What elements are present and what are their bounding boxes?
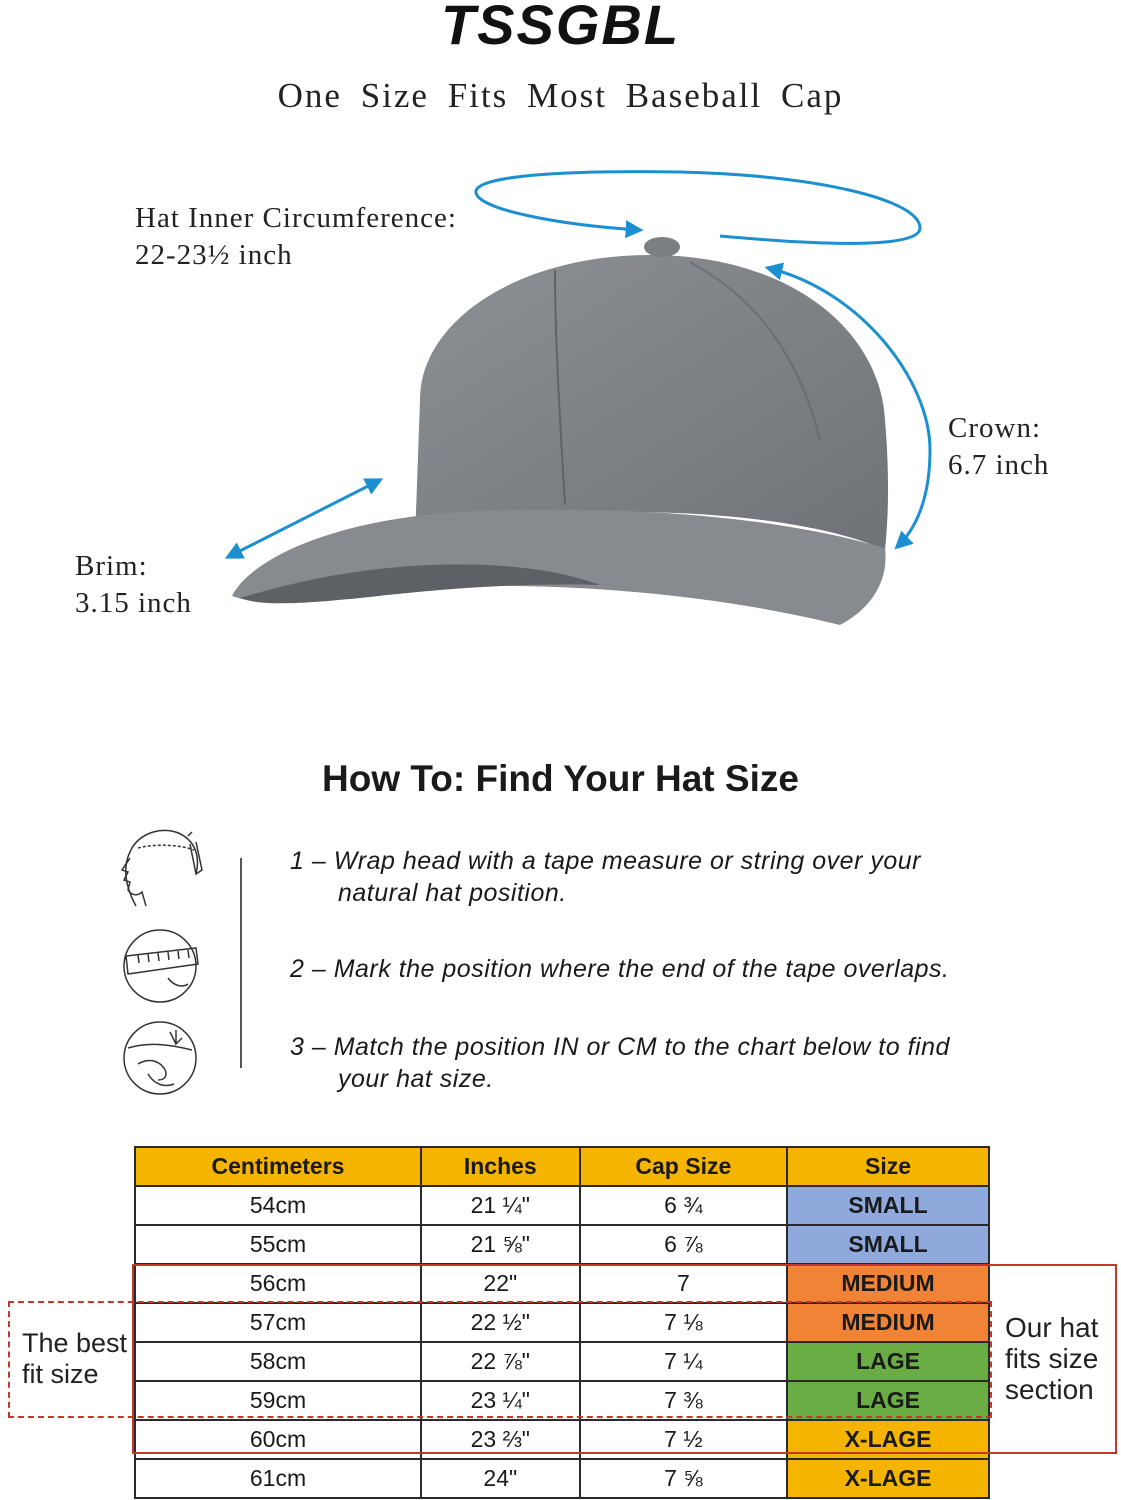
cell-inches: 23 ⅔" <box>421 1420 580 1459</box>
header-centimeters: Centimeters <box>135 1147 421 1186</box>
step-1-text-cont: natural hat position. <box>338 879 567 907</box>
cell-inches: 22 ½" <box>421 1303 580 1342</box>
header-cap-size: Cap Size <box>580 1147 787 1186</box>
cap-brim <box>232 510 886 625</box>
cell-size: SMALL <box>787 1186 989 1225</box>
cell-centimeters: 54cm <box>135 1186 421 1225</box>
fits-label-line2: fits size <box>1005 1343 1099 1374</box>
cell-size: MEDIUM <box>787 1303 989 1342</box>
fits-label-line1: Our hat <box>1005 1312 1099 1343</box>
brim-value: 3.15 inch <box>75 587 192 619</box>
cell-cap-size: 7 ⅛ <box>580 1303 787 1342</box>
table-row <box>135 1225 989 1264</box>
cell-size: X-LAGE <box>787 1459 989 1498</box>
cell-centimeters: 59cm <box>135 1381 421 1420</box>
header-inches: Inches <box>421 1147 580 1186</box>
cell-cap-size: 7 ⅜ <box>580 1381 787 1420</box>
measurement-step-icons <box>108 818 218 1103</box>
cell-cap-size: 7 ½ <box>580 1420 787 1459</box>
cell-centimeters: 60cm <box>135 1420 421 1459</box>
step-1 <box>290 845 921 909</box>
steps-divider <box>240 858 242 1068</box>
step-1-text: 1 – Wrap head with a tape measure or string over your <box>290 847 921 875</box>
cell-inches: 22 ⅞" <box>421 1342 580 1381</box>
brim-callout <box>75 548 192 622</box>
header-size: Size <box>787 1147 989 1186</box>
cell-centimeters: 56cm <box>135 1264 421 1303</box>
cell-size: SMALL <box>787 1225 989 1264</box>
mark-position-icon <box>124 1022 196 1094</box>
cell-size: LAGE <box>787 1381 989 1420</box>
cap-button <box>644 237 680 257</box>
step-2 <box>290 953 949 985</box>
cell-inches: 22" <box>421 1264 580 1303</box>
cell-inches: 21 ¼" <box>421 1186 580 1225</box>
cell-inches: 23 ¼" <box>421 1381 580 1420</box>
circumference-arrow <box>476 172 920 244</box>
table-row <box>135 1459 989 1498</box>
crown-callout <box>948 410 1049 484</box>
cell-size: X-LAGE <box>787 1420 989 1459</box>
table-row <box>135 1186 989 1225</box>
circumference-callout <box>135 200 457 274</box>
cell-cap-size: 7 <box>580 1264 787 1303</box>
cell-inches: 21 ⅝" <box>421 1225 580 1264</box>
cell-centimeters: 61cm <box>135 1459 421 1498</box>
cell-cap-size: 6 ⅞ <box>580 1225 787 1264</box>
best-fit-label-line1: The best <box>22 1328 128 1358</box>
howto-title: How To: Find Your Hat Size <box>322 758 799 799</box>
cap-crown <box>415 255 888 550</box>
best-fit-label <box>22 1328 127 1390</box>
cell-inches: 24" <box>421 1459 580 1498</box>
cell-size: MEDIUM <box>787 1264 989 1303</box>
cell-centimeters: 57cm <box>135 1303 421 1342</box>
cell-size: LAGE <box>787 1342 989 1381</box>
step-3-text-cont: your hat size. <box>338 1065 494 1093</box>
circumference-value: 22-23½ inch <box>135 239 293 271</box>
step-3-text: 3 – Match the position IN or CM to the chart below to find <box>290 1033 950 1061</box>
head-tape-icon <box>122 830 202 906</box>
fits-section-label <box>1005 1312 1098 1405</box>
page-subtitle: One Size Fits Most Baseball Cap <box>277 76 844 115</box>
cell-cap-size: 7 ¼ <box>580 1342 787 1381</box>
circumference-label: Hat Inner Circumference: <box>135 202 457 234</box>
tape-overlap-icon <box>124 930 198 1002</box>
cell-cap-size: 7 ⅝ <box>580 1459 787 1498</box>
crown-value: 6.7 inch <box>948 449 1050 481</box>
best-fit-label-line2: fit size <box>22 1359 99 1389</box>
step-3 <box>290 1031 950 1095</box>
cell-cap-size: 6 ¾ <box>580 1186 787 1225</box>
fits-label-line3: section <box>1005 1374 1094 1405</box>
cell-centimeters: 55cm <box>135 1225 421 1264</box>
cell-centimeters: 58cm <box>135 1342 421 1381</box>
crown-label: Crown: <box>948 412 1041 444</box>
brand-logo-text: TSSGBL <box>440 0 681 56</box>
table-header-row <box>135 1147 989 1186</box>
brim-label: Brim: <box>75 550 148 582</box>
step-2-text: 2 – Mark the position where the end of the tape overlaps. <box>290 955 950 983</box>
best-fit-outline <box>8 1301 992 1418</box>
